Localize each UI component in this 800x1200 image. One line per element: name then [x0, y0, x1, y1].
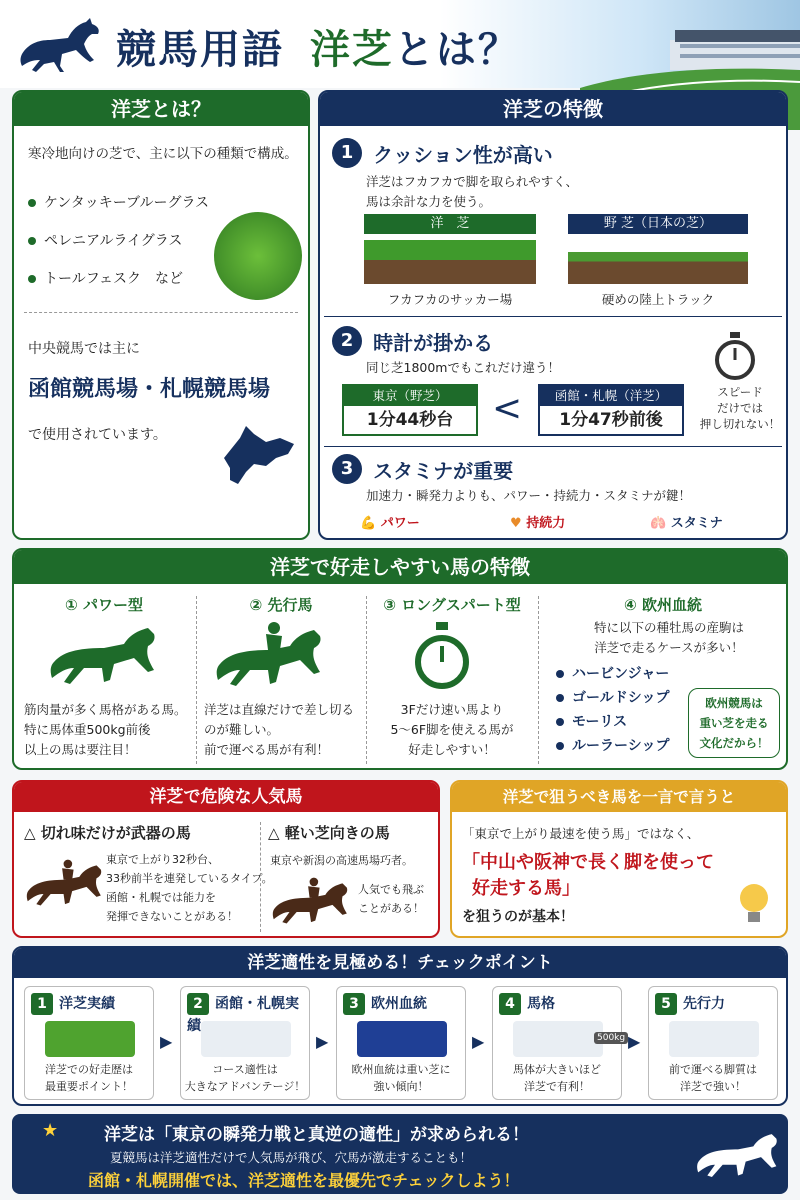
checkpoint-illustration [357, 1021, 447, 1057]
footer-banner [12, 1114, 788, 1194]
check-title: 洋芝適性を見極める！チェックポイント [14, 948, 786, 978]
feature-2-title: 時計が掛かる [373, 331, 494, 355]
racehorse-1-icon [22, 854, 108, 914]
speed-note-3: 押し切れない！ [699, 417, 781, 431]
chevron-right-icon: ▶ [160, 1032, 173, 1051]
label-western-grass: 洋 芝 [364, 214, 536, 234]
target-line-1: 「東京で上がり最速を使う馬」ではなく、 [462, 826, 700, 841]
checkpoint-number: 3 [343, 993, 365, 1015]
horses-title: 洋芝で好走しやすい馬の特徴 [14, 550, 786, 584]
danger-2-line-2: 人気でも飛ぶ [358, 883, 424, 896]
target-line-4: を狙うのが基本！ [462, 909, 574, 925]
horse-type-3-title: ③ ロングスパート型 [383, 596, 521, 614]
danger-2-title: △ 軽い芝向きの馬 [268, 824, 390, 842]
checkpoint-5 [648, 986, 778, 1100]
horse-type-4-line-2: 洋芝で走るケースが多い！ [594, 640, 744, 655]
horse-type-1-title: ① パワー型 [65, 596, 143, 614]
checkpoint-title: 洋芝実績 [59, 996, 115, 1012]
what-used-1: 中央競馬では主に [28, 341, 140, 357]
checkpoint-number: 4 [499, 993, 521, 1015]
power-label: パワー [380, 516, 420, 531]
hakodate-time: 1分47秒前後 [559, 410, 663, 430]
horse-type-3-line-2: 5〜6F脚を使える馬が [390, 722, 514, 737]
danger-1-title: △ 切れ味だけが武器の馬 [24, 824, 191, 842]
grass-type-1: ケンタッキーブルーグラス [28, 184, 209, 222]
lungs-icon: 🫁 [650, 516, 667, 531]
checkpoint-title: 函館・札幌実績 [187, 996, 299, 1034]
horse-type-1-line-1: 筋肉量が多く馬格がある馬。 [24, 702, 187, 717]
danger-card [12, 780, 440, 938]
tokyo-label: 東京（野芝） [344, 386, 476, 406]
speed-note-2: だけでは [717, 401, 763, 415]
horse-type-4-title: ④ 欧州血統 [624, 596, 702, 614]
endurance-label: 持続力 [526, 516, 566, 531]
hokkaido-map-icon [210, 418, 302, 488]
danger-1-line-3: 函館・札幌では能力を [106, 891, 216, 904]
lightbulb-icon [732, 878, 776, 932]
chevron-right-icon: ▶ [316, 1032, 329, 1051]
header [0, 0, 800, 88]
horse-type-2-line-3: 前で運べる馬が有利！ [204, 742, 330, 757]
grass-photo [214, 212, 302, 300]
chevron-right-icon: ▶ [472, 1032, 485, 1051]
soft-turf-illustration [364, 240, 536, 284]
sire-3: モーリス [556, 710, 669, 734]
time-box-tokyo [342, 384, 478, 436]
caption-hard: 硬めの陸上トラック [601, 292, 715, 307]
checkpoint-number: 5 [655, 993, 677, 1015]
checkpoint-desc-1: コース適性は [212, 1063, 278, 1076]
feature-3-title: スタミナが重要 [373, 459, 514, 483]
footer-line-1: 洋芝は「東京の瞬発力戦と真逆の適性」が求められる！ [104, 1125, 529, 1145]
grass-type-2: ペレニアルライグラス [28, 222, 209, 260]
what-used-2: 函館競馬場・札幌競馬場 [28, 377, 271, 402]
title-part-b: 洋芝 [309, 27, 394, 73]
checkpoint-illustration [201, 1021, 291, 1057]
feature-1-desc-1: 洋芝はフカフカで脚を取られやすく、 [366, 174, 579, 189]
checkpoint-illustration [45, 1021, 135, 1057]
footer-line-3: 函館・札幌開催では、洋芝適性を最優先でチェックしよう！ [88, 1171, 520, 1190]
europe-bubble: 欧州競馬は 重い芝を走る 文化だから！ [688, 688, 780, 758]
horse-type-3-line-3: 好走しやすい！ [408, 742, 496, 757]
feature-1-title: クッション性が高い [373, 143, 553, 167]
horse-type-2-title: ② 先行馬 [249, 596, 313, 614]
footer-jockey-icon [692, 1118, 784, 1190]
muscle-icon: 💪 [360, 516, 377, 531]
checkpoint-title: 欧州血統 [371, 996, 427, 1012]
checkpoint-illustration [669, 1021, 759, 1057]
feature-3-desc: 加速力・瞬発力よりも、パワー・持続力・スタミナが鍵！ [366, 488, 692, 503]
horse-type-2-line-2: のが難しい。 [204, 722, 280, 737]
racehorse-2-icon [268, 872, 354, 932]
horse-type-2-line-1: 洋芝は直線だけで差し切る [204, 702, 355, 717]
what-intro: 寒冷地向けの芝で、主に以下の種類で構成。 [28, 146, 298, 162]
checkpoint-desc-2: 洋芝で有利！ [524, 1080, 590, 1093]
checkpoint-2 [180, 986, 310, 1100]
target-line-3: 好走する馬」 [472, 878, 580, 899]
sire-1: ハービンジャー [556, 662, 669, 686]
sire-2: ゴールドシップ [556, 686, 669, 710]
danger-2-line-3: ことがある！ [358, 902, 424, 915]
danger-1-line-1: 東京で上がり32秒台、 [106, 853, 219, 866]
stamina-label: スタミナ [670, 516, 723, 531]
horse-type-1-line-2: 特に馬体重500kg前後 [24, 722, 151, 737]
checkpoint-desc-2: 強い傾向！ [373, 1080, 429, 1093]
feature-3-number: 3 [332, 454, 362, 484]
danger-1-line-4: 発揮できないことがある！ [106, 910, 238, 923]
danger-1-line-2: 33秒前半を連発しているタイプ。 [106, 872, 273, 885]
check-card [12, 946, 788, 1106]
horses-card [12, 548, 788, 770]
checkpoint-desc-2: 最重要ポイント！ [45, 1080, 133, 1093]
features-title: 洋芝の特徴 [320, 92, 786, 126]
danger-2-line-1: 東京や新潟の高速馬場巧者。 [270, 854, 413, 867]
checkpoint-title: 馬格 [527, 996, 555, 1012]
title-part-a: 競馬用語 [116, 27, 284, 73]
horse-type-3-line-1: 3Fだけ速い馬より [400, 702, 504, 717]
footer-line-2: 夏競馬は洋芝適性だけで人気馬が飛び、穴馬が激走することも！ [110, 1150, 473, 1165]
checkpoint-title: 先行力 [683, 996, 725, 1012]
what-title: 洋芝とは？ [14, 92, 308, 126]
weight-label: 500kg [594, 1032, 628, 1044]
checkpoint-desc-1: 洋芝での好走歴は [45, 1063, 133, 1076]
time-box-hakodate [538, 384, 684, 436]
target-line-2: 「中山や阪神で長く脚を使って [462, 852, 714, 873]
sire-4: ルーラーシップ [556, 734, 669, 758]
checkpoint-number: 2 [187, 993, 209, 1015]
stopwatch-green-icon [412, 620, 472, 692]
feature-1-desc-2: 馬は余計な力を使う。 [366, 194, 492, 209]
speed-note-1: スピード [717, 385, 763, 399]
grass-type-3: トールフェスク など [28, 260, 209, 298]
danger-title: 洋芝で危険な人気馬 [14, 782, 438, 812]
checkpoint-3 [336, 986, 466, 1100]
target-title: 洋芝で狙うべき馬を一言で言うと [452, 782, 786, 812]
hakodate-label: 函館・札幌（洋芝） [540, 386, 682, 406]
feature-2-number: 2 [332, 326, 362, 356]
galloping-horse-icon [44, 620, 164, 692]
feature-1-number: 1 [332, 138, 362, 168]
tokyo-time: 1分44秒台 [366, 410, 454, 430]
checkpoint-1 [24, 986, 154, 1100]
checkpoint-desc-2: 大きなアドバンテージ！ [184, 1080, 306, 1093]
features-card [318, 90, 788, 540]
caption-soft: フカフカのサッカー場 [387, 292, 513, 307]
checkpoint-number: 1 [31, 993, 53, 1015]
feature-2-desc: 同じ芝1800mでもこれだけ違う！ [366, 360, 560, 375]
jockey-horse-icon [210, 620, 330, 692]
checkpoint-desc-2: 洋芝で強い！ [680, 1080, 746, 1093]
heart-icon: ♥ [510, 516, 522, 531]
title-part-c: とは？ [393, 27, 520, 73]
target-card [450, 780, 788, 938]
checkpoint-desc-1: 馬体が大きいほど [513, 1063, 601, 1076]
horse-type-1-line-3: 以上の馬は要注目！ [24, 742, 137, 757]
checkpoint-desc-1: 前で運べる脚質は [669, 1063, 757, 1076]
less-than-symbol: < [492, 388, 523, 429]
what-card [12, 90, 310, 540]
what-used-3: で使用されています。 [28, 427, 167, 443]
checkpoint-desc-1: 欧州血統は重い芝に [351, 1063, 451, 1076]
star-icon: ★ [42, 1120, 59, 1141]
stopwatch-icon [712, 330, 758, 382]
horse-type-4-line-1: 特に以下の種牡馬の産駒は [593, 620, 744, 635]
chevron-right-icon: ▶ [628, 1032, 641, 1051]
label-japanese-grass: 野 芝（日本の芝） [568, 214, 748, 234]
hard-turf-illustration [568, 252, 748, 284]
checkpoint-illustration [513, 1021, 603, 1057]
horse-logo-icon [14, 14, 104, 76]
